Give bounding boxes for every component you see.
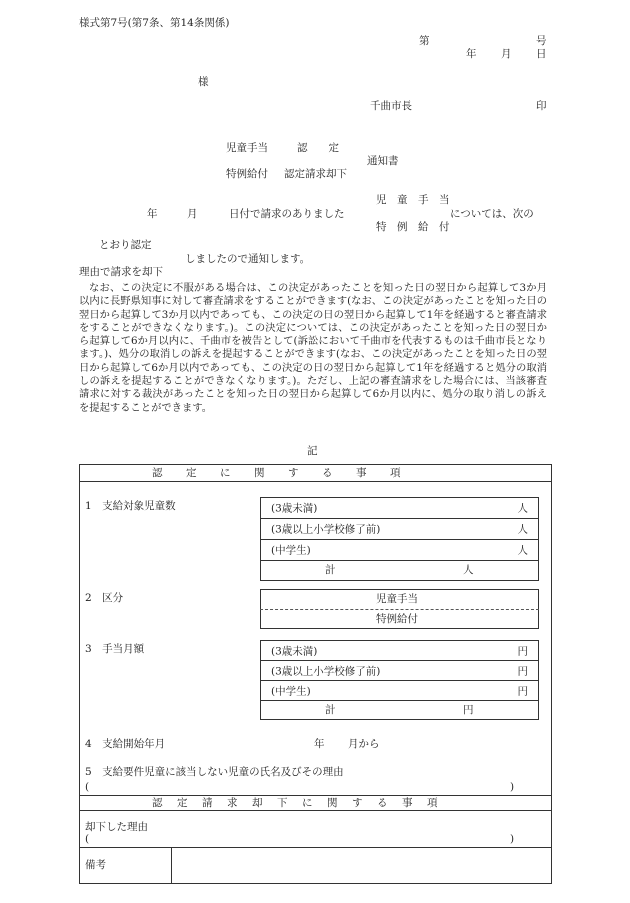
row-label: (中学生) [271,685,311,697]
total-label: 計 [325,564,336,576]
doc-number-suffix: 号 [536,35,547,47]
item5-label: 5 支給要件児童に該当しない児童の氏名及びその理由 [85,766,344,778]
item5-open-paren: ( [85,781,90,793]
item1-row-middle [261,540,538,561]
item2-label: 2 区分 [85,592,124,604]
item3-label: 3 手当月額 [85,643,145,655]
intro-text: 日付で請求のありました [229,208,345,220]
title-rejection: 認定請求却下 [284,168,347,180]
title-child-allowance: 児童手当 [226,142,268,154]
section2-title-divider [79,810,551,811]
intro-year: 年 [147,208,158,220]
form-id: 様式第7号(第7条、第14条関係) [79,17,230,29]
remarks-vline [171,847,172,884]
doc-number-prefix: 第 [419,35,430,47]
addressee-suffix: 様 [198,76,209,88]
total-unit: 円 [463,704,474,716]
intro-suffix: については、次の [450,208,534,220]
date-day: 日 [536,48,547,60]
item3-row-under3 [261,641,538,661]
rejection-close-paren: ) [510,833,515,845]
item2-table [260,589,539,629]
rejection-label: 却下した理由 [85,821,148,833]
section2-top-divider [79,795,551,796]
row-unit: 人 [517,544,528,557]
item3-row-middle [261,681,538,701]
item1-row-under3 [261,498,538,519]
item3-table [260,640,539,720]
row-unit: 円 [517,685,528,697]
remarks-divider [79,847,551,848]
item2-special-benefit: 特例給付 [376,613,418,625]
kind-special-benefit: 特 例 給 付 [376,221,450,233]
item3-row-elementary [261,661,538,681]
row-unit: 円 [517,665,528,677]
result-text: しましたので通知します。 [185,253,311,265]
ki-mark: 記 [307,445,318,457]
title-notice: 通知書 [367,155,399,167]
row-label: (3歳未満) [271,645,318,657]
row-unit: 円 [517,645,528,657]
title-special-benefit: 特例給付 [226,168,268,180]
row-label: (3歳以上小学校修了前) [271,523,381,536]
date-month: 月 [501,48,512,60]
item4-label: 4 支給開始年月 [85,738,166,750]
item4-month-from: 月から [348,738,380,750]
date-year: 年 [466,48,477,60]
result-reject: 理由で請求を却下 [79,266,163,278]
rejection-open-paren: ( [85,833,90,845]
kind-child-allowance: 児 童 手 当 [376,194,450,206]
item4-year: 年 [314,738,325,750]
item1-label: 1 支給対象児童数 [85,500,176,512]
row-label: (中学生) [271,544,311,557]
item2-top-border [260,589,539,590]
item1-row-total [261,561,538,580]
item5-close-paren: ) [510,781,515,793]
item1-row-elementary [261,519,538,540]
issuer-name: 千曲市長 [370,100,412,112]
notice-paragraph: なお、この決定に不服がある場合は、この決定があったことを知った日の翌日から起算して3か月以内に長野県知事に対して審査請求をすることができます(なお、この決定があったことを知った日の翌日から起算して3か月以内であっても、この決定の日の翌日から起算して1年を経過すると審査請求をすることができなくなります。)。この決定については、この決定があったことを知った日の翌日から起算して6か月以内に、千曲市を被告として(訴訟において千曲市を代表するものは千曲市長となります。)、処分の取消しの訴えを提起することができます(なお、この決定があったことを知った日の翌日から起算して6か月以内であっても、この決定の日の翌日から起算して1年を経過すると処分の取消しの訴えを提起することができなくなります。)。ただし、上記の審査請求をした場合には、当該審査請求に対する裁決があったことを知った日の翌日から起算して6か月以内に、処分の取り消しの訴えを提起することができます。 [79,282,547,414]
row-unit: 人 [517,502,528,515]
row-label: (3歳以上小学校修了前) [271,665,381,677]
section2-title: 認定請求却下に関する事項 [152,797,452,809]
section1-divider [79,481,551,482]
total-unit: 人 [463,564,474,576]
intro-month: 月 [187,208,198,220]
total-label: 計 [325,704,336,716]
item3-row-total [261,701,538,719]
result-approve: とおり認定 [99,239,152,251]
item1-table [260,497,539,581]
row-label: (3歳未満) [271,502,318,515]
item2-divider [260,609,539,610]
seal-mark: 印 [536,100,547,112]
section1-title: 認定に関する事項 [152,467,424,479]
item2-child-allowance: 児童手当 [376,593,418,605]
remarks-label: 備考 [85,859,106,871]
title-approval: 認 定 [297,142,339,154]
row-unit: 人 [517,523,528,536]
